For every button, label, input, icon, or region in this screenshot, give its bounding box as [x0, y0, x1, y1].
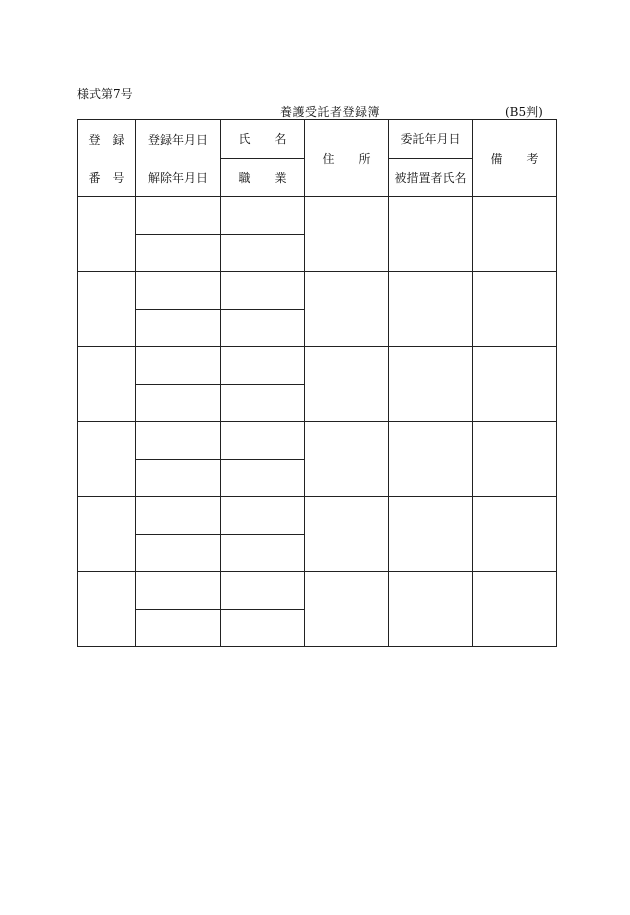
cell-occupation[interactable] [221, 309, 305, 347]
cell-reg-date[interactable] [136, 422, 221, 460]
entry-row [78, 422, 557, 460]
cell-reg-number[interactable] [78, 572, 136, 647]
cell-address[interactable] [305, 347, 389, 422]
cell-remarks[interactable] [473, 422, 557, 497]
cell-name[interactable] [221, 497, 305, 535]
cell-cancel-date[interactable] [136, 234, 221, 272]
cell-cancel-date[interactable] [136, 384, 221, 422]
header-address: 住 所 [305, 120, 389, 197]
cell-occupation[interactable] [221, 534, 305, 572]
cell-cancel-date[interactable] [136, 609, 221, 647]
cell-remarks[interactable] [473, 272, 557, 347]
document-title: 養護受託者登録簿 [280, 105, 381, 119]
cell-entrust[interactable] [389, 197, 473, 272]
form-number: 様式第7号 [77, 87, 133, 101]
cell-address[interactable] [305, 497, 389, 572]
header-entrust [389, 120, 473, 197]
cell-occupation[interactable] [221, 234, 305, 272]
entry-row [78, 197, 557, 235]
header-entrust-date: 委託年月日 [389, 120, 472, 159]
cell-occupation[interactable] [221, 384, 305, 422]
cell-name[interactable] [221, 347, 305, 385]
cell-reg-date[interactable] [136, 197, 221, 235]
header-reg-number [78, 120, 136, 197]
entry-row [78, 497, 557, 535]
cell-name[interactable] [221, 422, 305, 460]
cell-cancel-date[interactable] [136, 534, 221, 572]
header-row [78, 120, 557, 197]
cell-reg-number[interactable] [78, 197, 136, 272]
header-reg-number-bottom: 番 号 [88, 170, 125, 185]
header-occupation: 職 業 [238, 170, 287, 185]
cell-reg-date[interactable] [136, 572, 221, 610]
header-cancel-date: 解除年月日 [147, 170, 208, 185]
cell-reg-number[interactable] [78, 347, 136, 422]
cell-occupation[interactable] [221, 609, 305, 647]
cell-cancel-date[interactable] [136, 309, 221, 347]
cell-address[interactable] [305, 422, 389, 497]
header-ward-name: 被措置者氏名 [394, 170, 467, 185]
cell-remarks[interactable] [473, 497, 557, 572]
cell-reg-number[interactable] [78, 422, 136, 497]
cell-entrust[interactable] [389, 272, 473, 347]
cell-address[interactable] [305, 197, 389, 272]
cell-reg-date[interactable] [136, 272, 221, 310]
cell-entrust[interactable] [389, 497, 473, 572]
cell-address[interactable] [305, 572, 389, 647]
paper-size-label: (B5判) [505, 105, 543, 119]
header-name: 氏 名 [221, 120, 304, 159]
entry-row [78, 347, 557, 385]
entry-row [78, 272, 557, 310]
cell-reg-number[interactable] [78, 272, 136, 347]
cell-reg-date[interactable] [136, 497, 221, 535]
header-remarks: 備 考 [473, 120, 557, 197]
header-reg-date: 登録年月日 [147, 132, 208, 147]
cell-reg-number[interactable] [78, 497, 136, 572]
cell-address[interactable] [305, 272, 389, 347]
header-reg-number-top: 登 録 [88, 132, 125, 147]
cell-entrust[interactable] [389, 347, 473, 422]
cell-name[interactable] [221, 572, 305, 610]
cell-entrust[interactable] [389, 422, 473, 497]
cell-reg-date[interactable] [136, 347, 221, 385]
cell-remarks[interactable] [473, 572, 557, 647]
registry-table [77, 119, 557, 647]
cell-name[interactable] [221, 197, 305, 235]
cell-entrust[interactable] [389, 572, 473, 647]
cell-cancel-date[interactable] [136, 459, 221, 497]
header-dates [136, 120, 221, 197]
cell-occupation[interactable] [221, 459, 305, 497]
cell-remarks[interactable] [473, 347, 557, 422]
cell-name[interactable] [221, 272, 305, 310]
header-name-occupation [221, 120, 305, 197]
cell-remarks[interactable] [473, 197, 557, 272]
entry-row [78, 572, 557, 610]
